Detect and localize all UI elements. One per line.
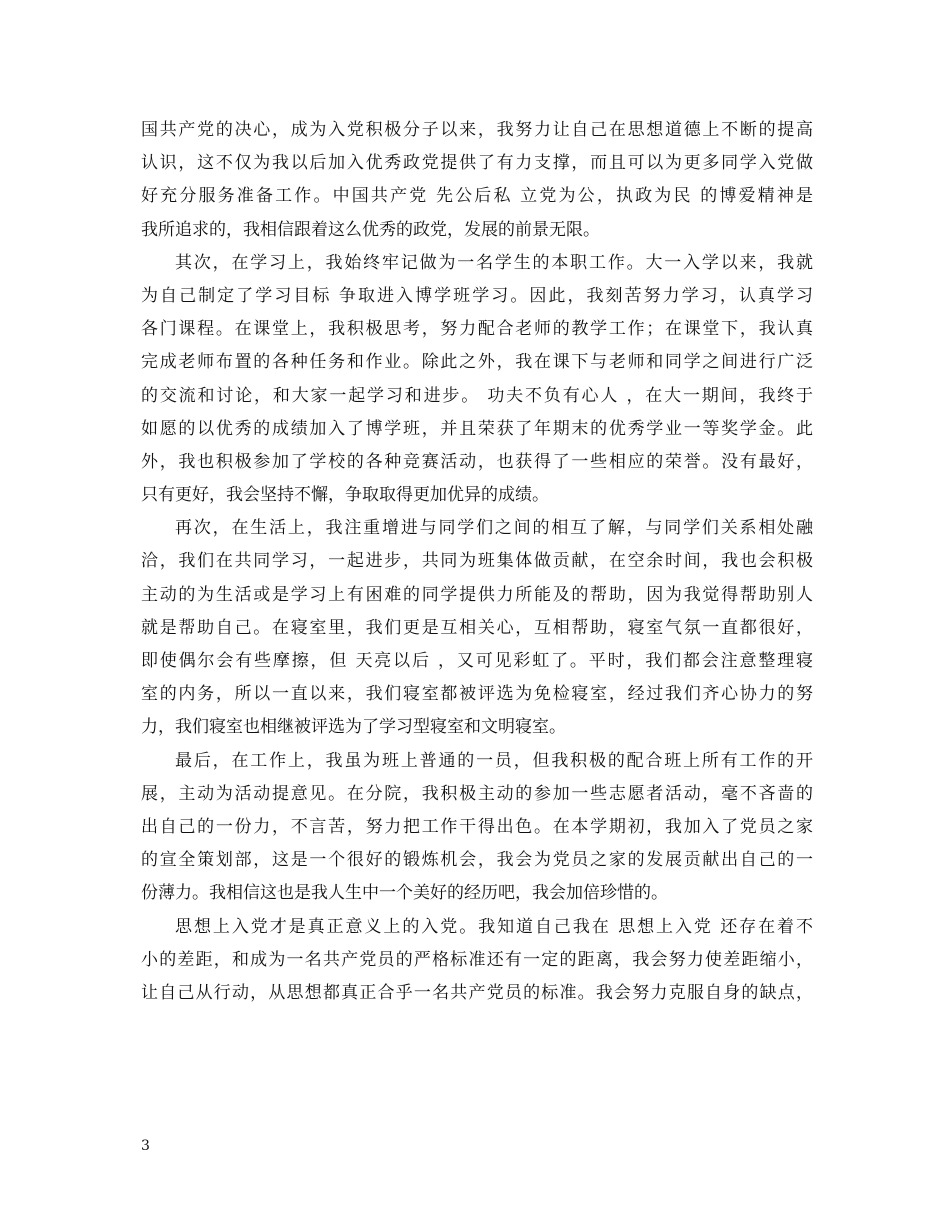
text-line: 外，我也积极参加了学校的各种竞赛活动，也获得了一些相应的荣誉。没有最好， [141,451,813,472]
text-line: 思想上入党才是真正意义上的入党。我知道自己我在 思想上入党 还存在着不 [175,916,813,937]
document-body [141,114,813,1010]
paragraph [141,247,813,513]
text-line: 最后，在工作上，我虽为班上普通的一员，但我积极的配合班上所有工作的开 [175,750,813,771]
text-line: 主动的为生活或是学习上有困难的同学提供力所能及的帮助，因为我觉得帮助别人 [141,584,813,605]
text-line: 室的内务，所以一直以来，我们寝室都被评选为免检寝室，经过我们齐心协力的努 [141,684,813,705]
text-line: 即使偶尔会有些摩擦，但 天亮以后 ，又可见彩虹了。平时，我们都会注意整理寝 [141,651,813,671]
text-line: 完成老师布置的各种任务和作业。除此之外，我在课下与老师和同学之间进行广泛 [141,352,813,373]
paragraph [141,512,813,744]
text-line: 的宣全策划部，这是一个很好的锻炼机会，我会为党员之家的发展贡献出自己的一 [141,850,813,871]
paragraph [141,114,813,247]
text-line: 让自己从行动，从思想都真正合乎一名共产党员的标准。我会努力克服自身的缺点， [141,982,813,1003]
text-line: 好充分服务准备工作。中国共产党 先公后私 立党为公，执政为民 的博爱精神是 [141,186,813,207]
text-line: 各门课程。在课堂上，我积极思考，努力配合老师的教学工作；在课堂下，我认真 [141,319,813,340]
text-line: 只有更好，我会坚持不懈，争取取得更加优异的成绩。 [141,485,549,506]
text-line: 力，我们寝室也相继被评选为了学习型寝室和文明寝室。 [141,717,566,738]
text-line: 认识，这不仅为我以后加入优秀政党提供了有力支撑，而且可以为更多同学入党做 [141,153,813,174]
text-line: 就是帮助自己。在寝室里，我们更是互相关心，互相帮助，寝室气氛一直都很好， [141,617,813,638]
text-line: 份薄力。我相信这也是我人生中一个美好的经历吧，我会加倍珍惜的。 [141,883,668,904]
text-line: 再次，在生活上，我注重增进与同学们之间的相互了解，与同学们关系相处融 [175,518,813,539]
text-line: 为自己制定了学习目标 争取进入博学班学习。因此，我刻苦努力学习，认真学习 [141,285,813,306]
paragraph [141,745,813,911]
text-line: 如愿的以优秀的成绩加入了博学班，并且荣获了年期末的优秀学业一等奖学金。此 [141,418,813,439]
text-line: 的交流和讨论，和大家一起学习和进步。 功夫不负有心人 ，在大一期间，我终于 [141,385,813,406]
text-line: 我所追求的，我相信跟着这么优秀的政党，发展的前景无限。 [141,219,600,240]
text-line: 出自己的一份力，不言苦，努力把工作干得出色。在本学期初，我加入了党员之家 [141,816,813,837]
text-line: 国共产党的决心，成为入党积极分子以来，我努力让自己在思想道德上不断的提高 [141,120,813,140]
paragraph [141,911,813,1011]
text-line: 洽，我们在共同学习，一起进步，共同为班集体做贡献，在空余时间，我也会积极 [141,551,813,572]
text-line: 小的差距，和成为一名共产党员的严格标准还有一定的距离，我会努力使差距缩小， [141,949,813,970]
page-number: 3 [141,1138,150,1154]
text-line: 其次，在学习上，我始终牢记做为一名学生的本职工作。大一入学以来，我就 [175,252,813,273]
text-line: 展，主动为活动提意见。在分院，我积极主动的参加一些志愿者活动，毫不吝啬的 [141,783,813,804]
